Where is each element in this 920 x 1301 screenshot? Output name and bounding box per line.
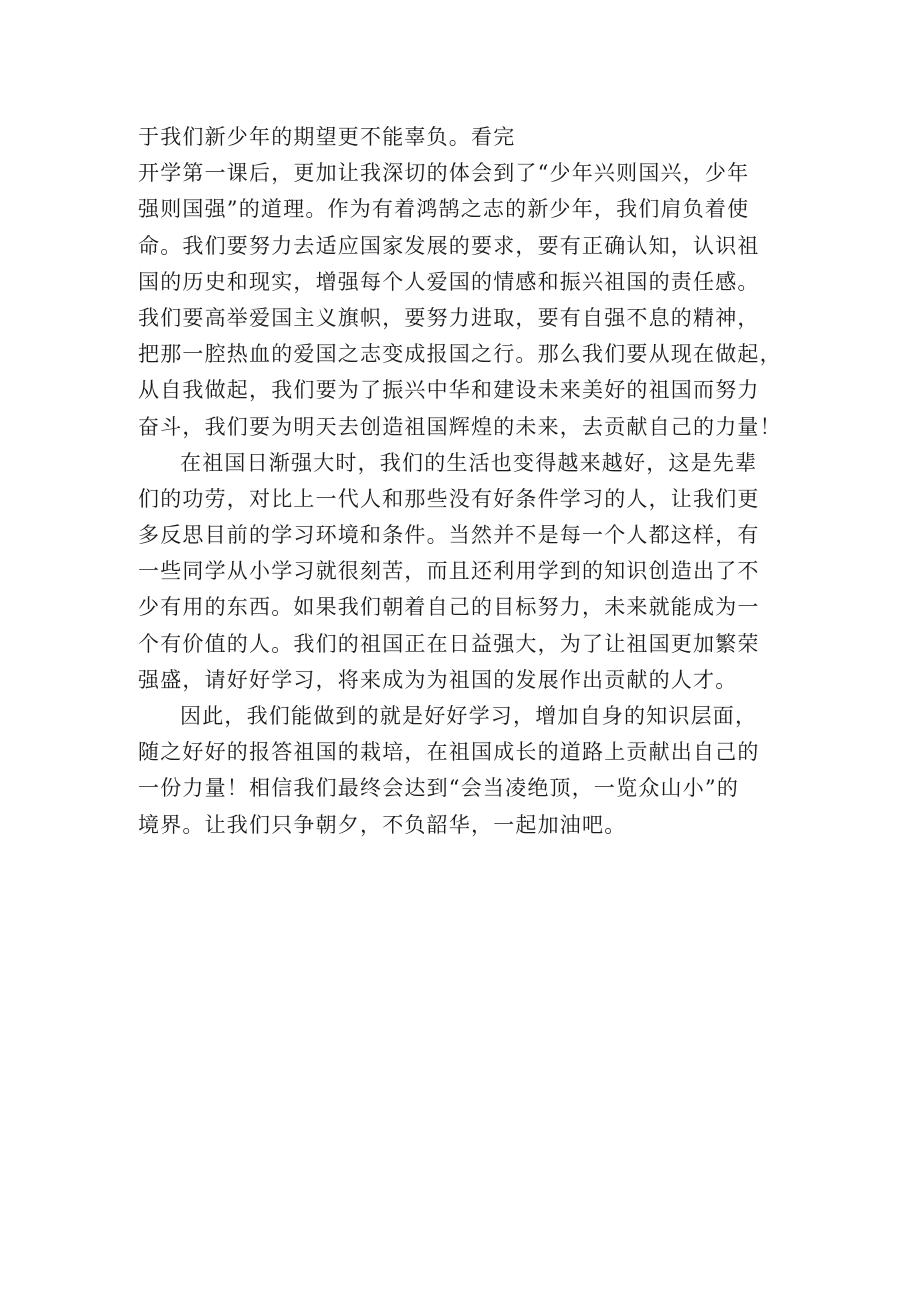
text-line: 们的功劳，对比上一代人和那些没有好条件学习的人，让我们更 — [138, 486, 760, 511]
text-line: 强则国强”的道理。作为有着鸿鹄之志的新少年，我们肩负着使 — [138, 197, 750, 222]
text-line: 境界。让我们只争朝夕，不负韶华，一起加油吧。 — [138, 812, 627, 837]
text-line: 奋斗，我们要为明天去创造祖国辉煌的未来，去贡献自己的力量！ — [138, 414, 782, 439]
text-line: 命。我们要努力去适应国家发展的要求，要有正确认知，认识祖 — [138, 233, 760, 258]
text-line: 我们要高举爱国主义旗帜，要努力进取，要有自强不息的精神， — [138, 305, 760, 330]
text-line: 国的历史和现实，增强每个人爱国的情感和振兴祖国的责任感。 — [138, 269, 760, 294]
text-line: 少有用的东西。如果我们朝着自己的目标努力，未来就能成为一 — [138, 595, 760, 620]
text-line: 多反思目前的学习环境和条件。当然并不是每一个人都这样，有 — [138, 523, 760, 548]
text-line: 一些同学从小学习就很刻苦，而且还利用学到的知识创造出了不 — [138, 559, 760, 584]
text-line: 从自我做起，我们要为了振兴中华和建设未来美好的祖国而努力 — [138, 378, 760, 403]
text-line: 个有价值的人。我们的祖国正在日益强大，为了让祖国更加繁荣 — [138, 631, 760, 656]
document-body — [138, 119, 798, 843]
paragraph-start-line: 在祖国日渐强大时，我们的生活也变得越来越好，这是先辈 — [180, 450, 758, 475]
text-line: 于我们新少年的期望更不能辜负。看完 — [138, 125, 516, 149]
paragraph-start-line: 因此，我们能做到的就是好好学习，增加自身的知识层面， — [180, 704, 758, 728]
text-line: 随之好好的报答祖国的栽培，在祖国成长的道路上贡献出自己的 — [138, 740, 760, 765]
text-line: 开学第一课后，更加让我深切的体会到了“少年兴则国兴，少年 — [138, 161, 750, 186]
text-line: 强盛，请好好学习，将来成为为祖国的发展作出贡献的人才。 — [138, 667, 738, 692]
text-line: 一份力量！相信我们最终会达到“会当凌绝顶，一览众山小”的 — [138, 776, 740, 801]
text-line: 把那一腔热血的爱国之志变成报国之行。那么我们要从现在做起， — [138, 342, 782, 367]
